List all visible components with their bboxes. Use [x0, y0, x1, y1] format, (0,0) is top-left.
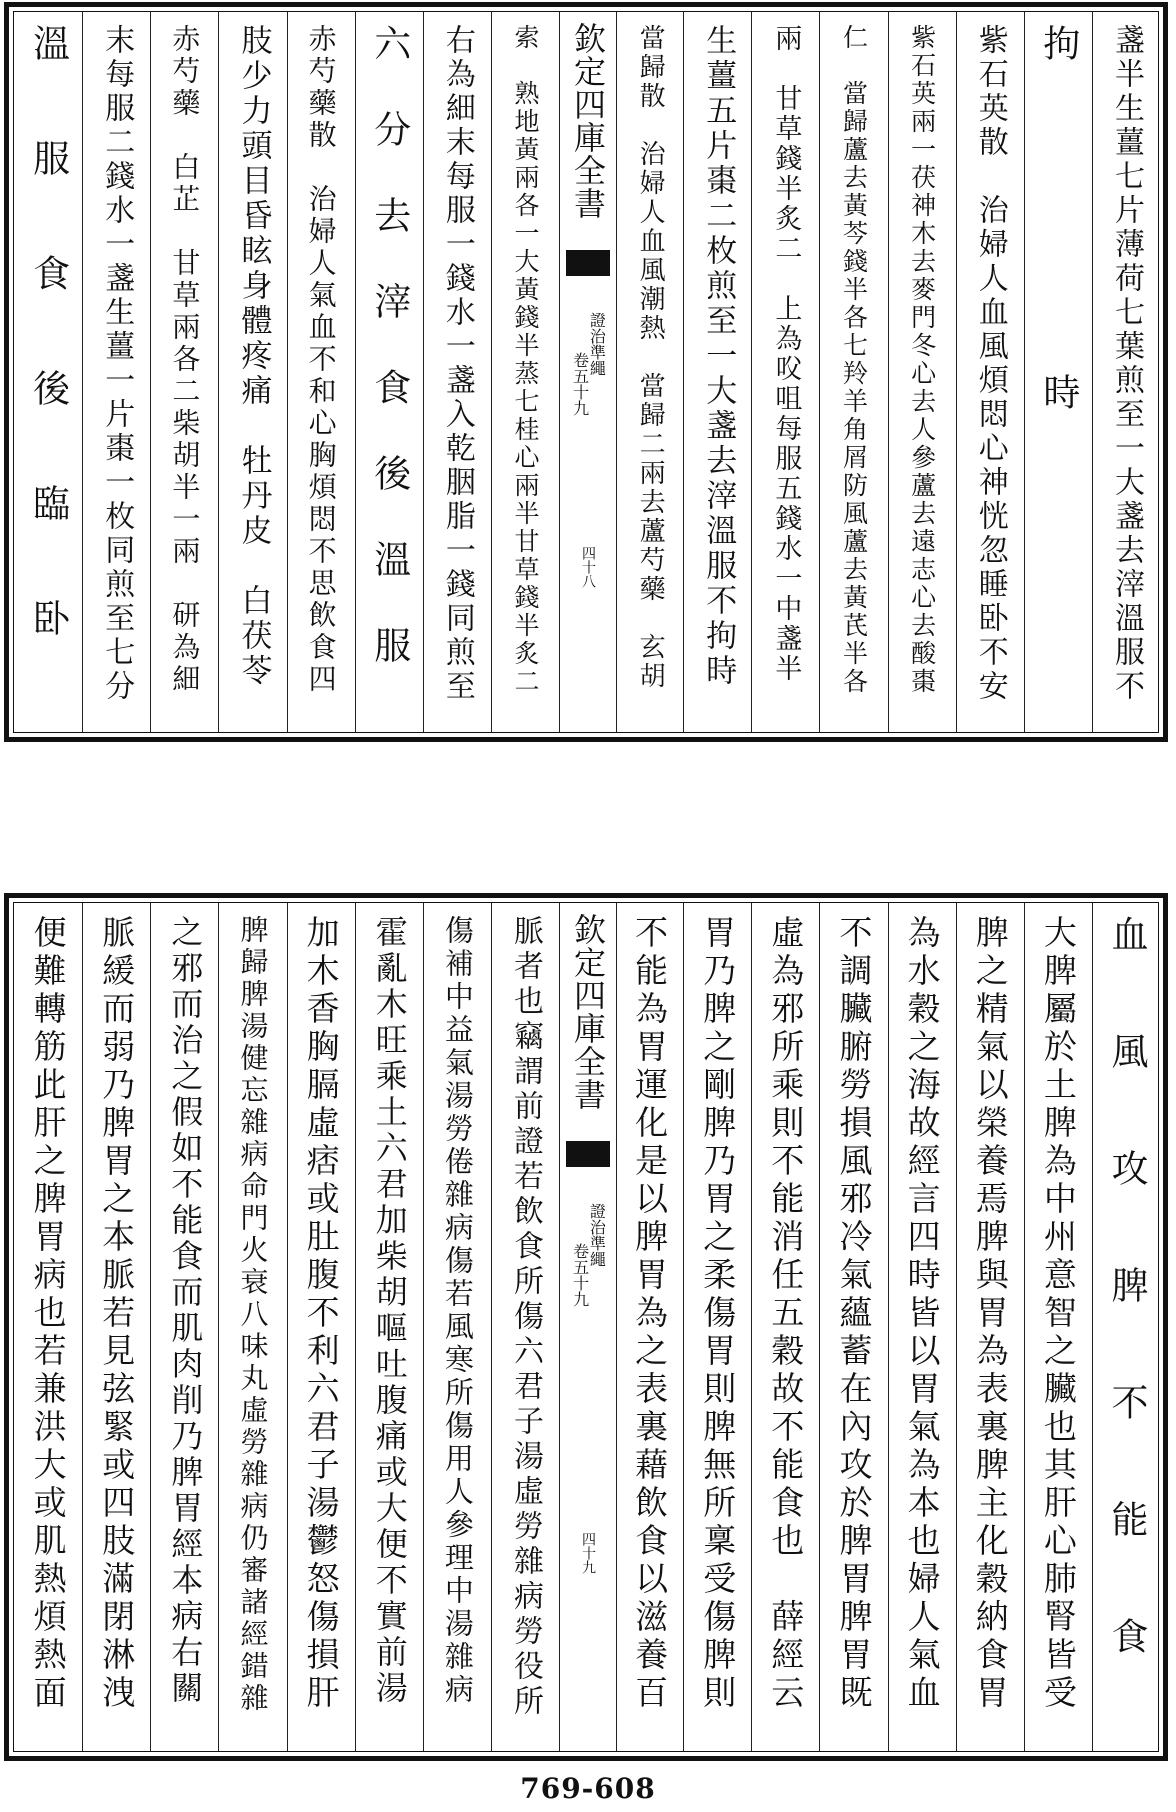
text-column	[355, 903, 423, 1751]
column-text: 仁 當歸蘆去黃芩錢半各七羚羊角屑防風蘆去黃芪半各	[839, 24, 869, 696]
text-column	[683, 903, 751, 1751]
column-text: 生薑五片棗二枚煎至一大盞去滓溫服不拘時	[700, 24, 737, 689]
column-text: 胃乃脾之剛脾乃胃之柔傷胃則脾無所稟受傷脾則	[698, 915, 738, 1713]
column-text: 血風攻脾不能食	[1104, 915, 1148, 1734]
top-page-frame	[4, 2, 1168, 742]
column-text: 赤芍藥 白芷 甘草兩各二柴胡半一兩 研為細	[168, 24, 202, 696]
text-column	[1024, 12, 1092, 732]
text-column	[1024, 903, 1092, 1751]
text-column	[491, 12, 559, 732]
fish-tail-mark	[566, 1141, 610, 1167]
column-text: 紫石英兩一茯神木去麥門冬心去人參蘆去遠志心去酸棗	[907, 24, 937, 696]
column-text: 右為細末每服一錢水一盞入乾胭脂一錢同煎至	[439, 24, 475, 704]
volume-title: 證治準繩	[587, 1203, 607, 1267]
text-column	[751, 12, 819, 732]
column-text: 溫服食後臨卧	[26, 24, 70, 714]
text-column	[683, 12, 751, 732]
column-text: 索 熟地黃兩各一大黃錢半蒸七桂心兩半甘草錢半炙二	[510, 24, 540, 696]
text-column	[956, 903, 1024, 1751]
text-column	[355, 12, 423, 732]
text-column	[1092, 12, 1160, 732]
column-text: 便難轉筋此肝之脾胃病也若兼洪大或肌熱煩熱面	[28, 915, 68, 1713]
column-text: 脈緩而弱乃脾胃之本脈若見弦緊或四肢滿閉淋洩	[97, 915, 137, 1713]
column-text: 傷補中益氣湯勞倦雜病傷若風寒所傷用人參理中湯雜病	[440, 915, 475, 1707]
column-text: 虛為邪所乘則不能消任五穀故不能食也 薛經云	[766, 915, 806, 1713]
text-column	[423, 12, 491, 732]
text-column	[888, 12, 956, 732]
top-page	[0, 0, 1176, 745]
column-text: 六分去滓食後溫服	[367, 24, 411, 712]
text-column	[218, 12, 286, 732]
volume-number: 卷五十九	[570, 352, 590, 416]
text-column	[150, 903, 218, 1751]
column-text: 末每服二錢水一盞生薑一片棗一枚同煎至七分	[99, 24, 135, 704]
book-title: 欽定四庫全書	[569, 22, 607, 220]
text-column	[615, 12, 683, 732]
text-column	[287, 12, 355, 732]
bottom-page-frame	[4, 893, 1168, 1761]
column-text: 不能為胃運化是以脾胃為之表裏藉飲食以滋養百	[630, 915, 670, 1713]
top-page-text-area	[13, 11, 1159, 733]
column-text: 之邪而治之假如不能食而肌肉削乃脾胃經本病右關	[166, 915, 205, 1707]
text-column	[82, 12, 150, 732]
text-column	[888, 903, 956, 1751]
text-column	[1092, 903, 1160, 1751]
column-text: 霍亂木旺乘土六君加柴胡嘔吐腹痛或大便不實前湯	[370, 915, 409, 1707]
text-column	[150, 12, 218, 732]
folio-number: 四十九	[580, 1532, 596, 1574]
column-text: 脈者也竊謂前證若飲食所傷六君子湯虛勞雜病勞役所	[507, 915, 543, 1720]
column-text: 兩 甘草錢半炙二 上為㕮咀每服五錢水一中盞半	[770, 24, 802, 684]
volume-number: 卷五十九	[570, 1243, 590, 1307]
column-text: 脾歸脾湯健忘雜病命門火衰八味丸虛勞雜病仍審諸經錯雜	[236, 915, 270, 1715]
center-fold-strip	[559, 903, 617, 1751]
text-column	[751, 903, 819, 1751]
text-column	[218, 903, 286, 1751]
text-column	[14, 12, 82, 732]
column-text: 盞半生薑七片薄荷七葉煎至一大盞去滓溫服不	[1108, 24, 1144, 704]
text-column	[14, 903, 82, 1751]
column-text: 為水穀之海故經言四時皆以胃氣為本也婦人氣血	[902, 915, 942, 1713]
column-text: 拘時	[1036, 24, 1080, 722]
column-text: 當歸散 治婦人血風潮熱 當歸二兩去蘆芍藥 玄胡	[635, 24, 666, 691]
text-column	[956, 12, 1024, 732]
center-fold-strip	[559, 12, 617, 732]
column-text: 肢少力頭目昏眩身體疼痛 牡丹皮 白茯苓	[235, 24, 272, 689]
bottom-page-text-area	[13, 902, 1159, 1752]
column-text: 赤芍藥散 治婦人氣血不和心胸煩悶不思飲食四	[304, 24, 338, 696]
column-text: 紫石英散 治婦人血風煩悶心神恍忽睡卧不安	[972, 24, 1008, 704]
book-title: 欽定四庫全書	[569, 913, 607, 1111]
bottom-page	[0, 893, 1176, 1763]
folio-number: 四十八	[580, 546, 596, 589]
text-column	[82, 903, 150, 1751]
volume-title: 證治準繩	[587, 312, 607, 376]
text-column	[287, 903, 355, 1751]
text-column	[819, 12, 887, 732]
column-text: 不調臟腑勞損風邪冷氣蘊蓄在內攻於脾胃脾胃既	[834, 915, 874, 1713]
text-column	[615, 903, 683, 1751]
page-footer-number: 769-608	[520, 1772, 656, 1805]
column-text: 大脾屬於土脾為中州意智之臟也其肝心肺腎皆受	[1038, 915, 1078, 1713]
text-column	[819, 903, 887, 1751]
fish-tail-mark	[566, 250, 610, 276]
column-text: 脾之精氣以榮養焉脾與胃為表裏脾主化穀納食胃	[970, 915, 1010, 1713]
column-text: 加木香胸膈虛痞或肚腹不利六君子湯鬱怒傷損肝	[301, 915, 341, 1713]
text-column	[491, 903, 559, 1751]
text-column	[423, 903, 491, 1751]
